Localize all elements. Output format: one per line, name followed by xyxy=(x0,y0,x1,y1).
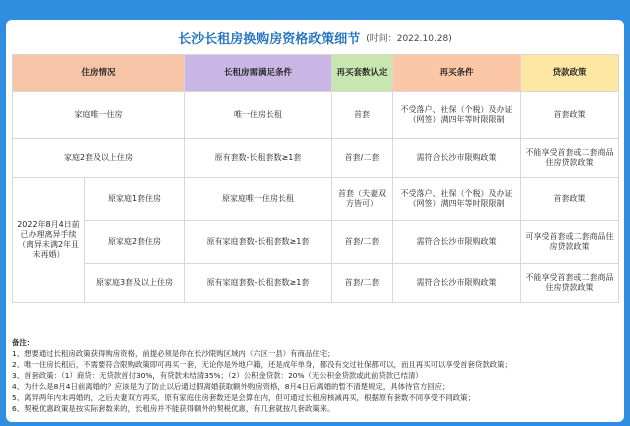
cell-loan: 首套政策 xyxy=(521,178,619,221)
cell-situation: 家庭2套及以上住房 xyxy=(13,139,185,178)
cell-situation: 原家庭3套及以上住房 xyxy=(85,264,185,303)
table-header-row xyxy=(13,55,619,92)
page-title: 长沙长租房换购房资格政策细节 xyxy=(178,31,361,47)
cell-loan: 不能享受首套或二套商品住房贷款政策 xyxy=(521,264,619,303)
cell-count: 首套/二套 xyxy=(332,264,393,303)
note-line: 4、为什么是8月4日前离婚的？应该是为了防止以后通过假离婚获取额外购房资格，8月4日后离婚的暂不清楚规定，具体待官方回应； xyxy=(12,382,450,391)
cell-condition: 原有套数-长租套数≥1套 xyxy=(185,139,332,178)
cell-condition: 原有家庭套数-长租套数≥1套 xyxy=(185,221,332,264)
table-row xyxy=(13,92,619,139)
table-row xyxy=(13,178,619,221)
cell-buy: 需符合长沙市限购政策 xyxy=(393,221,521,264)
cell-condition: 原家庭唯一住房长租 xyxy=(185,178,332,221)
notes-title: 备注： xyxy=(12,338,35,347)
cell-situation: 家庭唯一住房 xyxy=(13,92,185,139)
divorce-label: 2022年8月4日前已办理离异手续（离异未满2年且未再婚） xyxy=(13,178,85,303)
title-bar xyxy=(6,20,624,54)
cell-count: 首套（夫妻双方皆可） xyxy=(332,178,393,221)
policy-card xyxy=(6,20,624,422)
table-row xyxy=(13,221,619,264)
cell-buy: 不受落户、社保（个税）及办证（网签）满四年等时限限制 xyxy=(393,178,521,221)
header-count: 再买套数认定 xyxy=(332,55,393,92)
cell-condition: 唯一住房长租 xyxy=(185,92,332,139)
cell-buy: 需符合长沙市限购政策 xyxy=(393,139,521,178)
table-row xyxy=(13,264,619,303)
date-label: (时间：2022.10.28) xyxy=(366,33,452,44)
policy-table xyxy=(12,54,619,303)
cell-loan: 不能享受首套或二套商品住房贷款政策 xyxy=(521,139,619,178)
note-line: 2、唯一住房长租后，不需要符合限购政策即可再买一套，无论你是外地户籍，还是成年单身，都没有交过社保都可以，而且再买可以享受首套贷款政策； xyxy=(12,360,512,369)
cell-situation: 原家庭1套住房 xyxy=(85,178,185,221)
cell-buy: 需符合长沙市限购政策 xyxy=(393,264,521,303)
cell-situation: 原家庭2套住房 xyxy=(85,221,185,264)
header-buy-condition: 再买条件 xyxy=(393,55,521,92)
notes-section xyxy=(12,337,618,419)
cell-condition: 原有家庭套数-长租套数≥1套 xyxy=(185,264,332,303)
cell-count: 首套/二套 xyxy=(332,221,393,264)
cell-buy: 不受落户、社保（个税）及办证（网签）满四年等时限限制 xyxy=(393,92,521,139)
cell-count: 首套 xyxy=(332,92,393,139)
note-line: 3、首套政策：（1）商贷：无贷款首付30%，有贷款未结清35%；（2）公积金贷款：20%（无公积金贷款或此前贷款已结清） xyxy=(12,371,423,380)
header-situation: 住房情况 xyxy=(13,55,185,92)
note-line: 1、想要通过长租房政策获得购房资格，前提必须是你在长沙限购区域内（六区一县）有商品住宅； xyxy=(12,349,335,358)
cell-count: 首套/二套 xyxy=(332,139,393,178)
cell-loan: 首套政策 xyxy=(521,92,619,139)
cell-loan: 可享受首套或二套商品住房贷款政策 xyxy=(521,221,619,264)
note-line: 6、契税优惠政策是按实际套数来的，长租房并不能获得额外的契税优惠，有几套就按几套政策来。 xyxy=(12,404,335,413)
note-line: 5、离异两年内未再婚的，之后夫妻双方再买，原有家庭住房套数还是会算在内，但可通过长租房核减再买，根据原有套数不同享受不同政策； xyxy=(12,393,475,402)
header-condition: 长租房需满足条件 xyxy=(185,55,332,92)
header-loan: 贷款政策 xyxy=(521,55,619,92)
table-row xyxy=(13,139,619,178)
